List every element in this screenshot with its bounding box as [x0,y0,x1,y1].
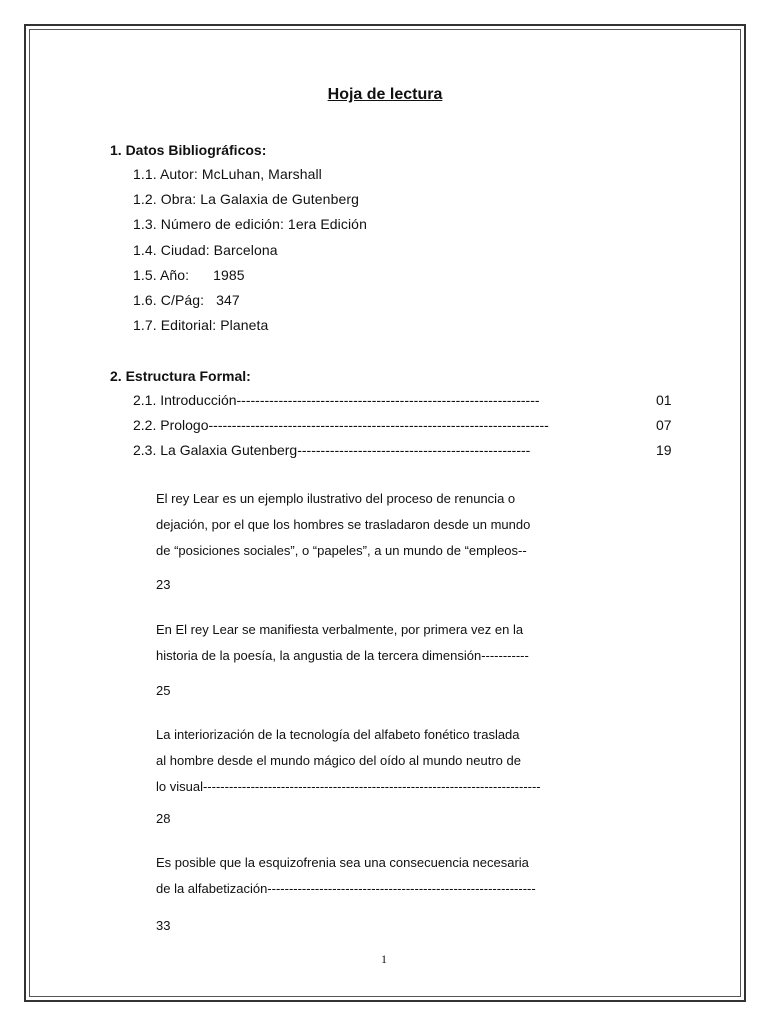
list-item-ciudad: 1.4. Ciudad: Barcelona [133,242,278,258]
list-item-edicion: 1.3. Número de edición: 1era Edición [133,216,367,232]
gloss-line: En El rey Lear se manifiesta verbalmente, por primera vez en la [156,622,524,637]
toc-page-galaxia: 19 [656,442,672,458]
list-item-autor: 1.1. Autor: McLuhan, Marshall [133,166,322,182]
toc-page-prologo: 07 [656,417,672,433]
gloss-line: de la alfabetización-------------------------------------------------------------- [156,881,536,896]
list-item-paginas: 1.6. C/Pág: 347 [133,292,240,308]
gloss-page-number: 33 [156,918,171,933]
list-item-obra: 1.2. Obra: La Galaxia de Gutenberg [133,191,359,207]
section-heading-datos: 1. Datos Bibliográficos: [110,142,267,158]
toc-page-introduccion: 01 [656,392,672,408]
gloss-page-number: 28 [156,811,171,826]
footer-page-number: 1 [381,952,387,966]
gloss-line: de “posiciones sociales”, o “papeles”, a un mundo de “empleos-- [156,543,527,558]
toc-entry-galaxia: 2.3. La Galaxia Gutenberg-------------------------------------------------- [133,442,531,458]
list-item-anio: 1.5. Año: 1985 [133,267,245,283]
gloss-paragraph [156,617,569,669]
gloss-line: dejación, por el que los hombres se trasladaron desde un mundo [156,517,531,532]
gloss-paragraph [156,850,569,902]
section-heading-estructura: 2. Estructura Formal: [110,368,251,384]
gloss-page-number: 23 [156,577,171,592]
gloss-line: al hombre desde el mundo mágico del oído al mundo neutro de [156,753,521,768]
gloss-line: historia de la poesía, la angustia de la tercera dimensión----------- [156,648,529,663]
gloss-line: El rey Lear es un ejemplo ilustrativo del proceso de renuncia o [156,491,516,506]
gloss-paragraph [156,722,569,800]
gloss-line: lo visual------------------------------------------------------------------------------ [156,779,541,794]
gloss-paragraph [156,486,569,564]
gloss-line: Es posible que la esquizofrenia sea una consecuencia necesaria [156,855,529,870]
toc-entry-prologo: 2.2. Prologo------------------------------------------------------------------------- [133,417,549,433]
toc-entry-introduccion: 2.1. Introducción----------------------------------------------------------------- [133,392,540,408]
gloss-page-number: 25 [156,683,171,698]
list-item-editorial: 1.7. Editorial: Planeta [133,317,269,333]
page-title: Hoja de lectura [327,86,443,103]
gloss-line: La interiorización de la tecnología del alfabeto fonético traslada [156,727,520,742]
